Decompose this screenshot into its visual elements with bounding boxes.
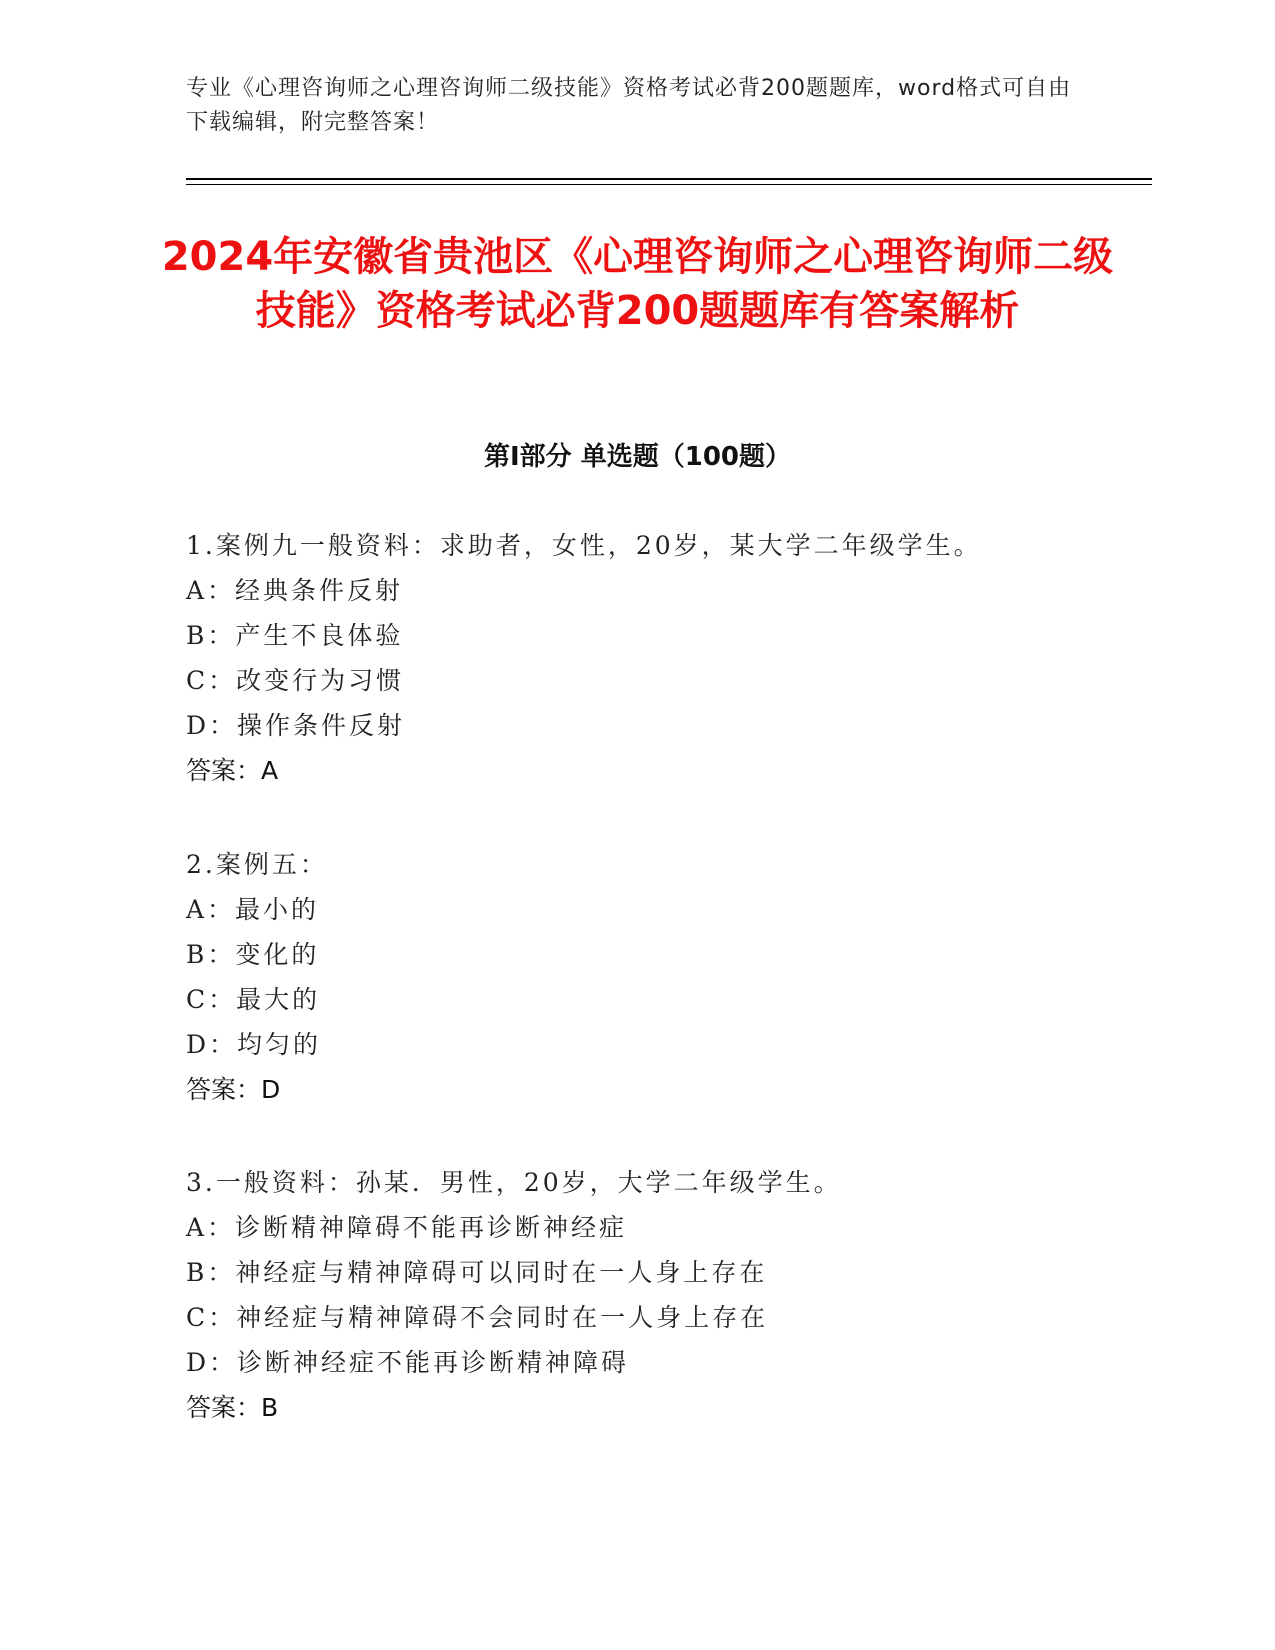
option-c: C：改变行为习惯: [186, 666, 405, 695]
option-c: C：最大的: [186, 985, 321, 1014]
option-c: C：神经症与精神障碍不会同时在一人身上存在: [186, 1303, 769, 1332]
option-d: D：均匀的: [186, 1030, 322, 1059]
header-rule-thin: [186, 184, 1152, 185]
question-stem: 1.案例九一般资料：求助者，女性，20岁，某大学二年级学生。: [186, 531, 982, 560]
question-stem: 3.一般资料：孙某．男性，20岁，大学二年级学生。: [186, 1168, 842, 1197]
option-a: A：诊断精神障碍不能再诊断神经症: [186, 1213, 628, 1242]
option-b: B：变化的: [186, 940, 320, 969]
answer-line: 答案：D: [186, 1075, 281, 1104]
option-d: D：操作条件反射: [186, 711, 406, 740]
question-2: [186, 842, 1146, 1112]
header-note: 专业《心理咨询师之心理咨询师二级技能》资格考试必背200题题库，word格式可自由下载编辑，附完整答案！: [186, 76, 1072, 135]
option-a: A：最小的: [186, 895, 320, 924]
option-d: D：诊断神经症不能再诊断精神障碍: [186, 1348, 630, 1377]
header-rule-thick: [186, 178, 1152, 180]
answer-line: 答案：B: [186, 1393, 279, 1422]
answer-line: 答案：A: [186, 756, 279, 785]
document-title: 2024年安徽省贵池区《心理咨询师之心理咨询师二级技能》资格考试必背200题题库有答案解析: [161, 234, 1114, 334]
question-1: [186, 523, 1146, 793]
option-b: B：神经症与精神障碍可以同时在一人身上存在: [186, 1258, 768, 1287]
question-stem: 2.案例五：: [186, 850, 328, 879]
section-title: 第I部分 单选题（100题）: [484, 442, 791, 472]
option-b: B：产生不良体验: [186, 621, 404, 650]
question-3: [186, 1160, 1146, 1430]
option-a: A：经典条件反射: [186, 576, 404, 605]
